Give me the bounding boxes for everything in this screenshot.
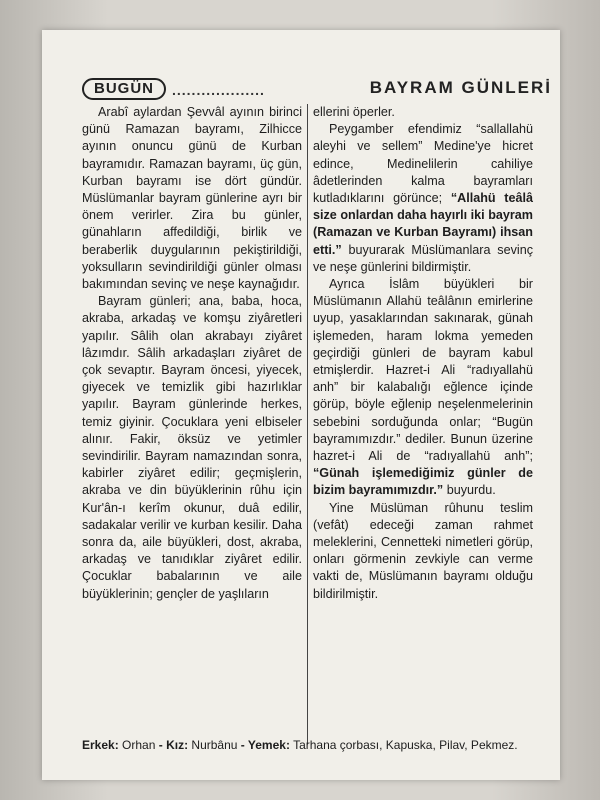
left-paragraph-1: Arabî aylardan Şevvâl ayının birinci günü Ramazan bayramı, Zilhicce ayının onuncu günü de Kurban bayramıdır. Ramazan bayramı, üç gün, Kurban bayramı ise dört gündür. Müslümanlar bayram günlerine ayrı bir önem verirler. Zira bu günler, günahların affedildiği, birlik ve beraberlik duygularının pekiştirildiği, yoksulların sevindirildiği günler olması bakımından sevinç ve neşe kaynağıdır. — [82, 105, 302, 292]
right-paragraph-1: ellerini öperler. — [313, 105, 395, 119]
yemek-value: Tarhana çorbası, Kapuska, Pilav, Pekmez. — [293, 738, 518, 752]
right-p3-text-c: buyurdu. — [446, 483, 496, 498]
right-column — [313, 104, 533, 603]
kiz-label: Kız: — [166, 738, 189, 752]
right-paragraph-3 — [313, 276, 533, 500]
footer-separator-1: - — [155, 738, 167, 752]
page-header — [72, 78, 552, 100]
left-column — [82, 104, 302, 603]
header-dots: ................... — [172, 82, 265, 98]
right-p3-quote: “Günah işlemediğimiz günler de bizim bayramımızdır.” — [313, 466, 533, 498]
calendar-page — [42, 30, 560, 780]
left-paragraph-2: Bayram günleri; ana, baba, hoca, akraba, arkadaş ve komşu ziyâretleri yapılır. Sâlih olan akrabayı ziyâret lâzımdır. Sâlih arkadaşları ziyâret de çok sevaptır. Bayram öncesi, yiyecek, giyecek ve temizlik gibi hazırlıklar yapılır. Bayram günlerinde herkes, temiz giyinir. Çocuklara yeni elbiseler alınır. Fakir, öksüz ve yetimler sevindirilir. Bayram namazından sonra, kabirler ziyâret edilir; geçmişlerin, akraba ve din büyüklerinin rûhu için Kur'ân-ı kerîm okunur, duâ edilir, sadakalar verilir ve kurban kesilir. Daha sonra da, aile büyükleri, dost, akraba, arkadaş ve tanıdıklar ziyâret edilir. Çocuklar babalarının ve aile büyüklerinin; gençler de yaşlıların — [82, 294, 302, 601]
footer-separator-2: - — [237, 738, 248, 752]
right-p2-quote: “Allahü teâlâ size onlardan daha hayırlı iki bayram (Ramazan ve Kurban Bayramı) ihsan etti.” — [313, 191, 533, 257]
right-p2-text-a: Peygamber efendimiz “sallallahü aleyhi ve sellem” Medine'ye hicret edince, Medinelilerin cahiliye âdetlerinden kalma bayramları kutladıklarını görünce; — [313, 122, 533, 206]
right-p3-text-a: Ayrıca İslâm büyükleri bir Müslümanın Allahü teâlânın emirlerine uyup, yasaklarından sakınarak, günah işlemeden, haram lokma yemeden geçirdiği günleri de bayram kabul etmişlerdir. Hazret-i Ali “radıyallahü anh” bir kalabalığı eğlence içinde görüp, böyle eğlenip neşelenmelerinin sebebini sorduğunda onlar; “Bugün bayramımızdır.” dediler. Bunun üzerine hazret-i Ali de “radıyallahü anh”; — [313, 277, 533, 464]
right-paragraph-2 — [313, 121, 533, 276]
erkek-label: Erkek: — [82, 738, 119, 752]
kiz-value: Nurbânu — [191, 738, 238, 752]
column-divider — [307, 104, 308, 744]
right-paragraph-4: Yine Müslüman rûhunu teslim (vefât) edeceği zaman rahmet meleklerini, Cennetteki nimetleri görüp, onları görmenin zevkiyle can verme vakti de, Müslümanın bayramı olduğu bildirilmiştir. — [313, 500, 533, 601]
page-title: BAYRAM GÜNLERİ — [369, 78, 552, 97]
right-p2-text-c: buyurarak Müslümanlara sevinç ve neşe günlerini bildirmiştir. — [313, 242, 533, 274]
names-and-menu-footer — [82, 738, 552, 752]
erkek-value: Orhan — [122, 738, 156, 752]
yemek-label: Yemek: — [247, 738, 290, 752]
today-badge: BUGÜN — [82, 78, 166, 100]
